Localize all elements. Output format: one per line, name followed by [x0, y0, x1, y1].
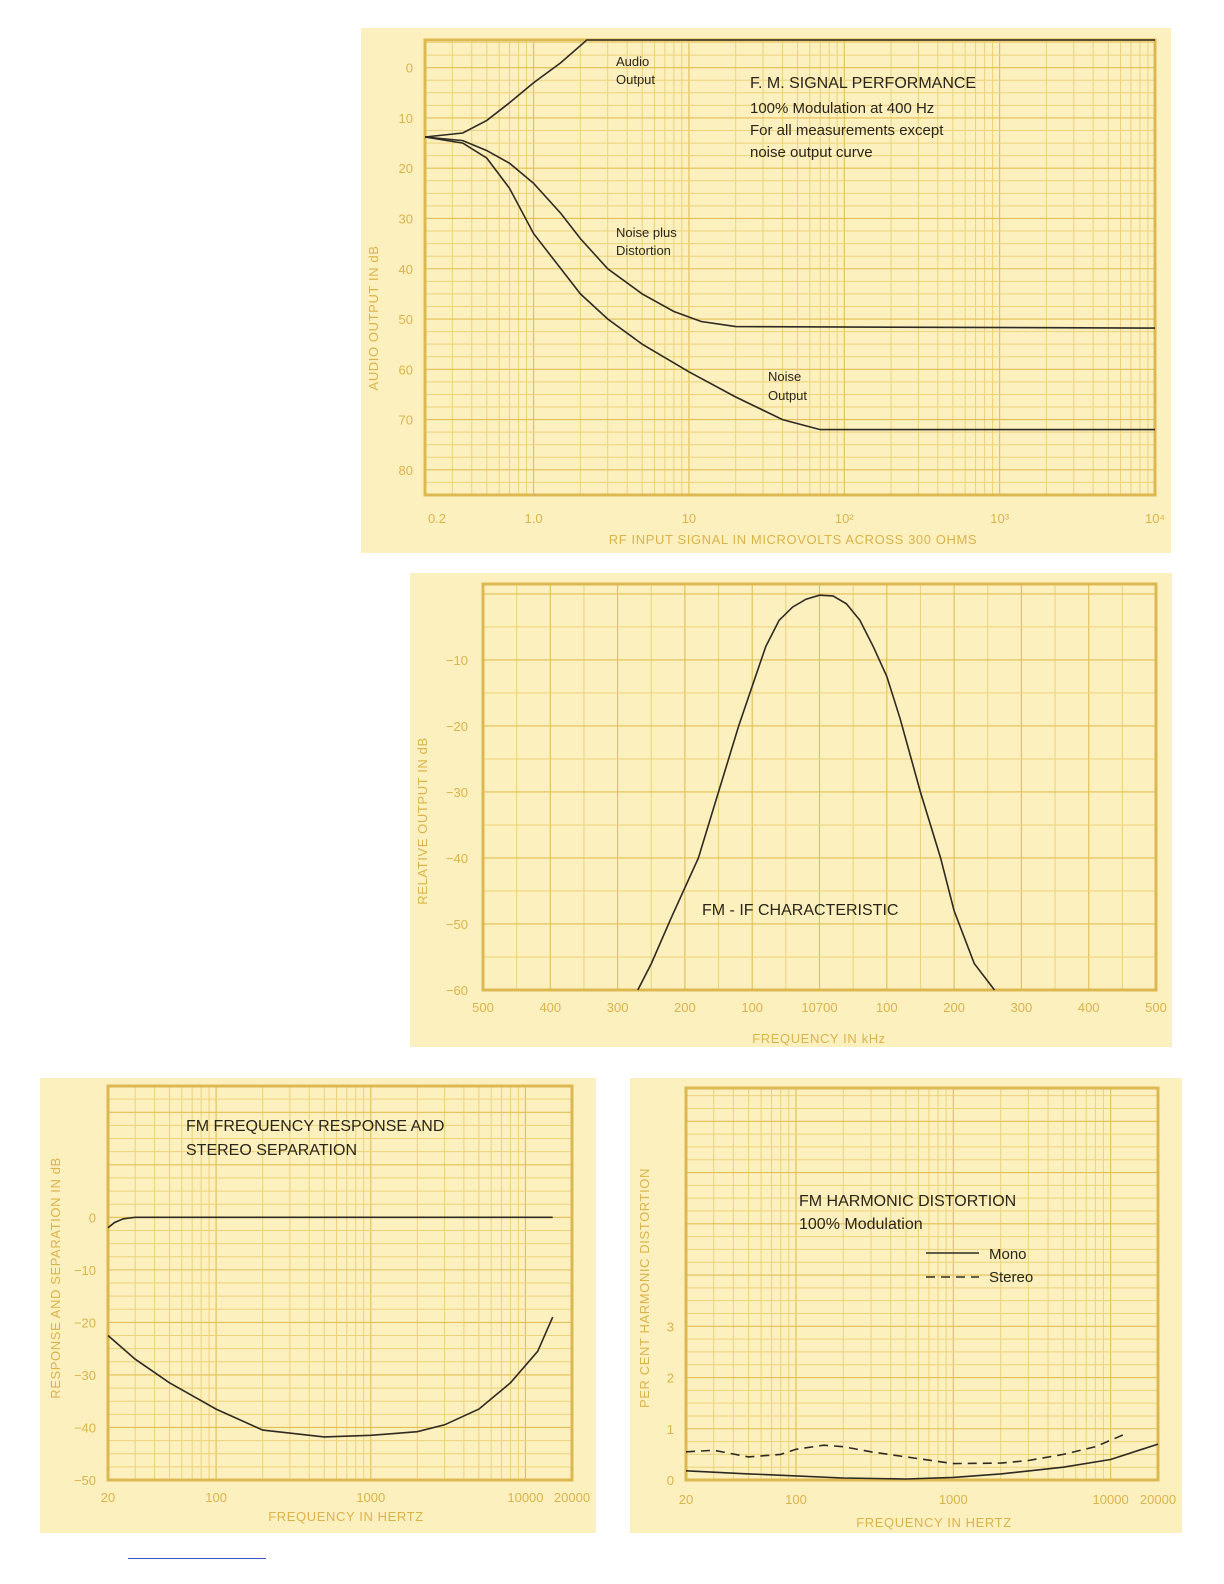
chart-title: FM - IF CHARACTERISTIC	[702, 902, 899, 919]
x-tick-label: 300	[1010, 1000, 1033, 1015]
y-tick-label: 2	[666, 1370, 674, 1386]
tick-labels	[74, 1210, 590, 1505]
x-tick-label: 200	[674, 1000, 696, 1015]
x-axis-label: RF INPUT SIGNAL IN MICROVOLTS ACROSS 300 OHMS	[608, 532, 978, 547]
y-tick-label: 10	[398, 110, 413, 126]
x-tick-label: 1.0	[524, 511, 543, 526]
curve-stereo	[686, 1435, 1123, 1464]
y-axis-label: PER CENT HARMONIC DISTORTION	[637, 1168, 652, 1408]
y-tick-label: 80	[398, 462, 413, 478]
x-tick-label: 20	[100, 1490, 116, 1505]
y-axis-label: RESPONSE AND SEPARATION IN dB	[48, 1157, 63, 1399]
x-axis-label: FREQUENCY IN kHz	[752, 1031, 886, 1046]
y-tick-label: −50	[73, 1473, 96, 1488]
x-tick-label: 100	[785, 1492, 807, 1507]
y-tick-label: 70	[398, 412, 413, 428]
y-tick-label: −20	[445, 718, 468, 734]
y-tick-label: 60	[398, 362, 413, 378]
y-tick-label: 30	[398, 211, 413, 227]
x-tick-label: 400	[1077, 1000, 1100, 1015]
x-tick-label: 500	[1145, 1000, 1167, 1015]
series-label-audio-output-2: Output	[616, 72, 656, 87]
y-axis-label: AUDIO OUTPUT IN dB	[366, 245, 381, 391]
chart-title-line-1: FM FREQUENCY RESPONSE AND	[186, 1118, 445, 1135]
y-tick-label: 3	[666, 1319, 674, 1335]
x-tick-label: 200	[943, 1000, 965, 1015]
fm-frequency-response-chart	[40, 1078, 596, 1533]
tick-labels	[446, 653, 1167, 1015]
x-tick-label: 100	[741, 1000, 764, 1015]
legend-label-stereo: Stereo	[989, 1269, 1034, 1286]
chart-subtitle-line-1: 100% Modulation at 400 Hz	[750, 100, 935, 117]
chart-title: F. M. SIGNAL PERFORMANCE	[750, 75, 977, 92]
y-tick-label: −40	[445, 850, 468, 866]
curves	[638, 595, 995, 990]
legend-label-mono: Mono	[989, 1246, 1027, 1263]
y-tick-label: −10	[445, 652, 468, 668]
x-tick-label: 10000	[507, 1490, 544, 1505]
y-tick-label: 0	[666, 1473, 674, 1488]
x-tick-label: 10³	[990, 511, 1010, 526]
chart-title-line-1: FM HARMONIC DISTORTION	[799, 1193, 1017, 1210]
chart-title-line-2: 100% Modulation	[799, 1216, 923, 1233]
series-label-noise-output-1: Noise	[768, 369, 802, 384]
y-axis-label: RELATIVE OUTPUT IN dB	[415, 737, 430, 905]
footer-rule	[128, 1558, 266, 1559]
chart-subtitle-line-2: For all measurements except	[750, 122, 944, 139]
x-tick-label: 1000	[938, 1492, 968, 1507]
fm-if-characteristic-panel	[410, 573, 1172, 1047]
grid	[483, 584, 1156, 990]
fm-if-characteristic-chart	[410, 573, 1172, 1047]
grid	[686, 1088, 1158, 1480]
series-label-audio-output-1: Audio	[616, 54, 650, 69]
x-tick-label: 10700	[801, 1000, 838, 1015]
y-tick-label: 40	[398, 261, 413, 277]
x-tick-label: 100	[875, 1000, 898, 1015]
y-tick-label: 0	[405, 60, 413, 76]
series-label-noise-output-2: Output	[768, 388, 808, 403]
x-axis-label: FREQUENCY IN HERTZ	[856, 1515, 1012, 1530]
y-tick-label: −30	[445, 784, 468, 800]
x-axis-label: FREQUENCY IN HERTZ	[268, 1509, 424, 1524]
series-label-noise-distortion-2: Distortion	[616, 243, 671, 258]
x-tick-label: 500	[472, 1000, 494, 1015]
y-tick-label: −40	[73, 1420, 96, 1436]
fm-signal-performance-chart	[361, 28, 1171, 553]
y-tick-label: 1	[666, 1421, 674, 1437]
x-tick-label: 20000	[1139, 1492, 1177, 1507]
y-tick-label: −30	[73, 1367, 96, 1383]
chart-title-line-2: STEREO SEPARATION	[186, 1142, 357, 1159]
fm-frequency-response-panel	[40, 1078, 596, 1533]
fm-signal-performance-panel	[361, 28, 1171, 553]
x-tick-label: 100	[205, 1490, 227, 1505]
x-tick-label: 10⁴	[1144, 511, 1166, 526]
series-label-noise-distortion-1: Noise plus	[616, 225, 677, 240]
x-tick-label: 20000	[553, 1490, 591, 1505]
fm-harmonic-distortion-panel	[630, 1078, 1182, 1533]
y-tick-label: −50	[445, 916, 468, 932]
y-tick-label: 0	[88, 1210, 96, 1226]
curve-if-response	[638, 595, 995, 990]
x-tick-label: 20	[678, 1492, 694, 1507]
curves	[108, 1217, 553, 1437]
y-tick-label: −10	[73, 1262, 96, 1278]
x-tick-label: 10	[681, 511, 697, 526]
curve-frequency-response	[108, 1217, 553, 1228]
x-tick-label: 400	[539, 1000, 562, 1015]
y-tick-label: 20	[398, 161, 413, 177]
x-tick-label: 1000	[356, 1490, 386, 1505]
x-tick-label: 10000	[1092, 1492, 1129, 1507]
y-tick-label: −60	[445, 983, 468, 998]
x-tick-label: 10²	[834, 511, 854, 526]
y-tick-label: 50	[398, 312, 413, 328]
curve-noise-plus-distortion	[425, 137, 1155, 328]
chart-subtitle-line-3: noise output curve	[750, 144, 873, 161]
fm-harmonic-distortion-chart	[630, 1078, 1182, 1533]
y-tick-label: −20	[73, 1315, 96, 1331]
x-tick-label: 300	[606, 1000, 629, 1015]
x-tick-label: 0.2	[427, 511, 447, 526]
